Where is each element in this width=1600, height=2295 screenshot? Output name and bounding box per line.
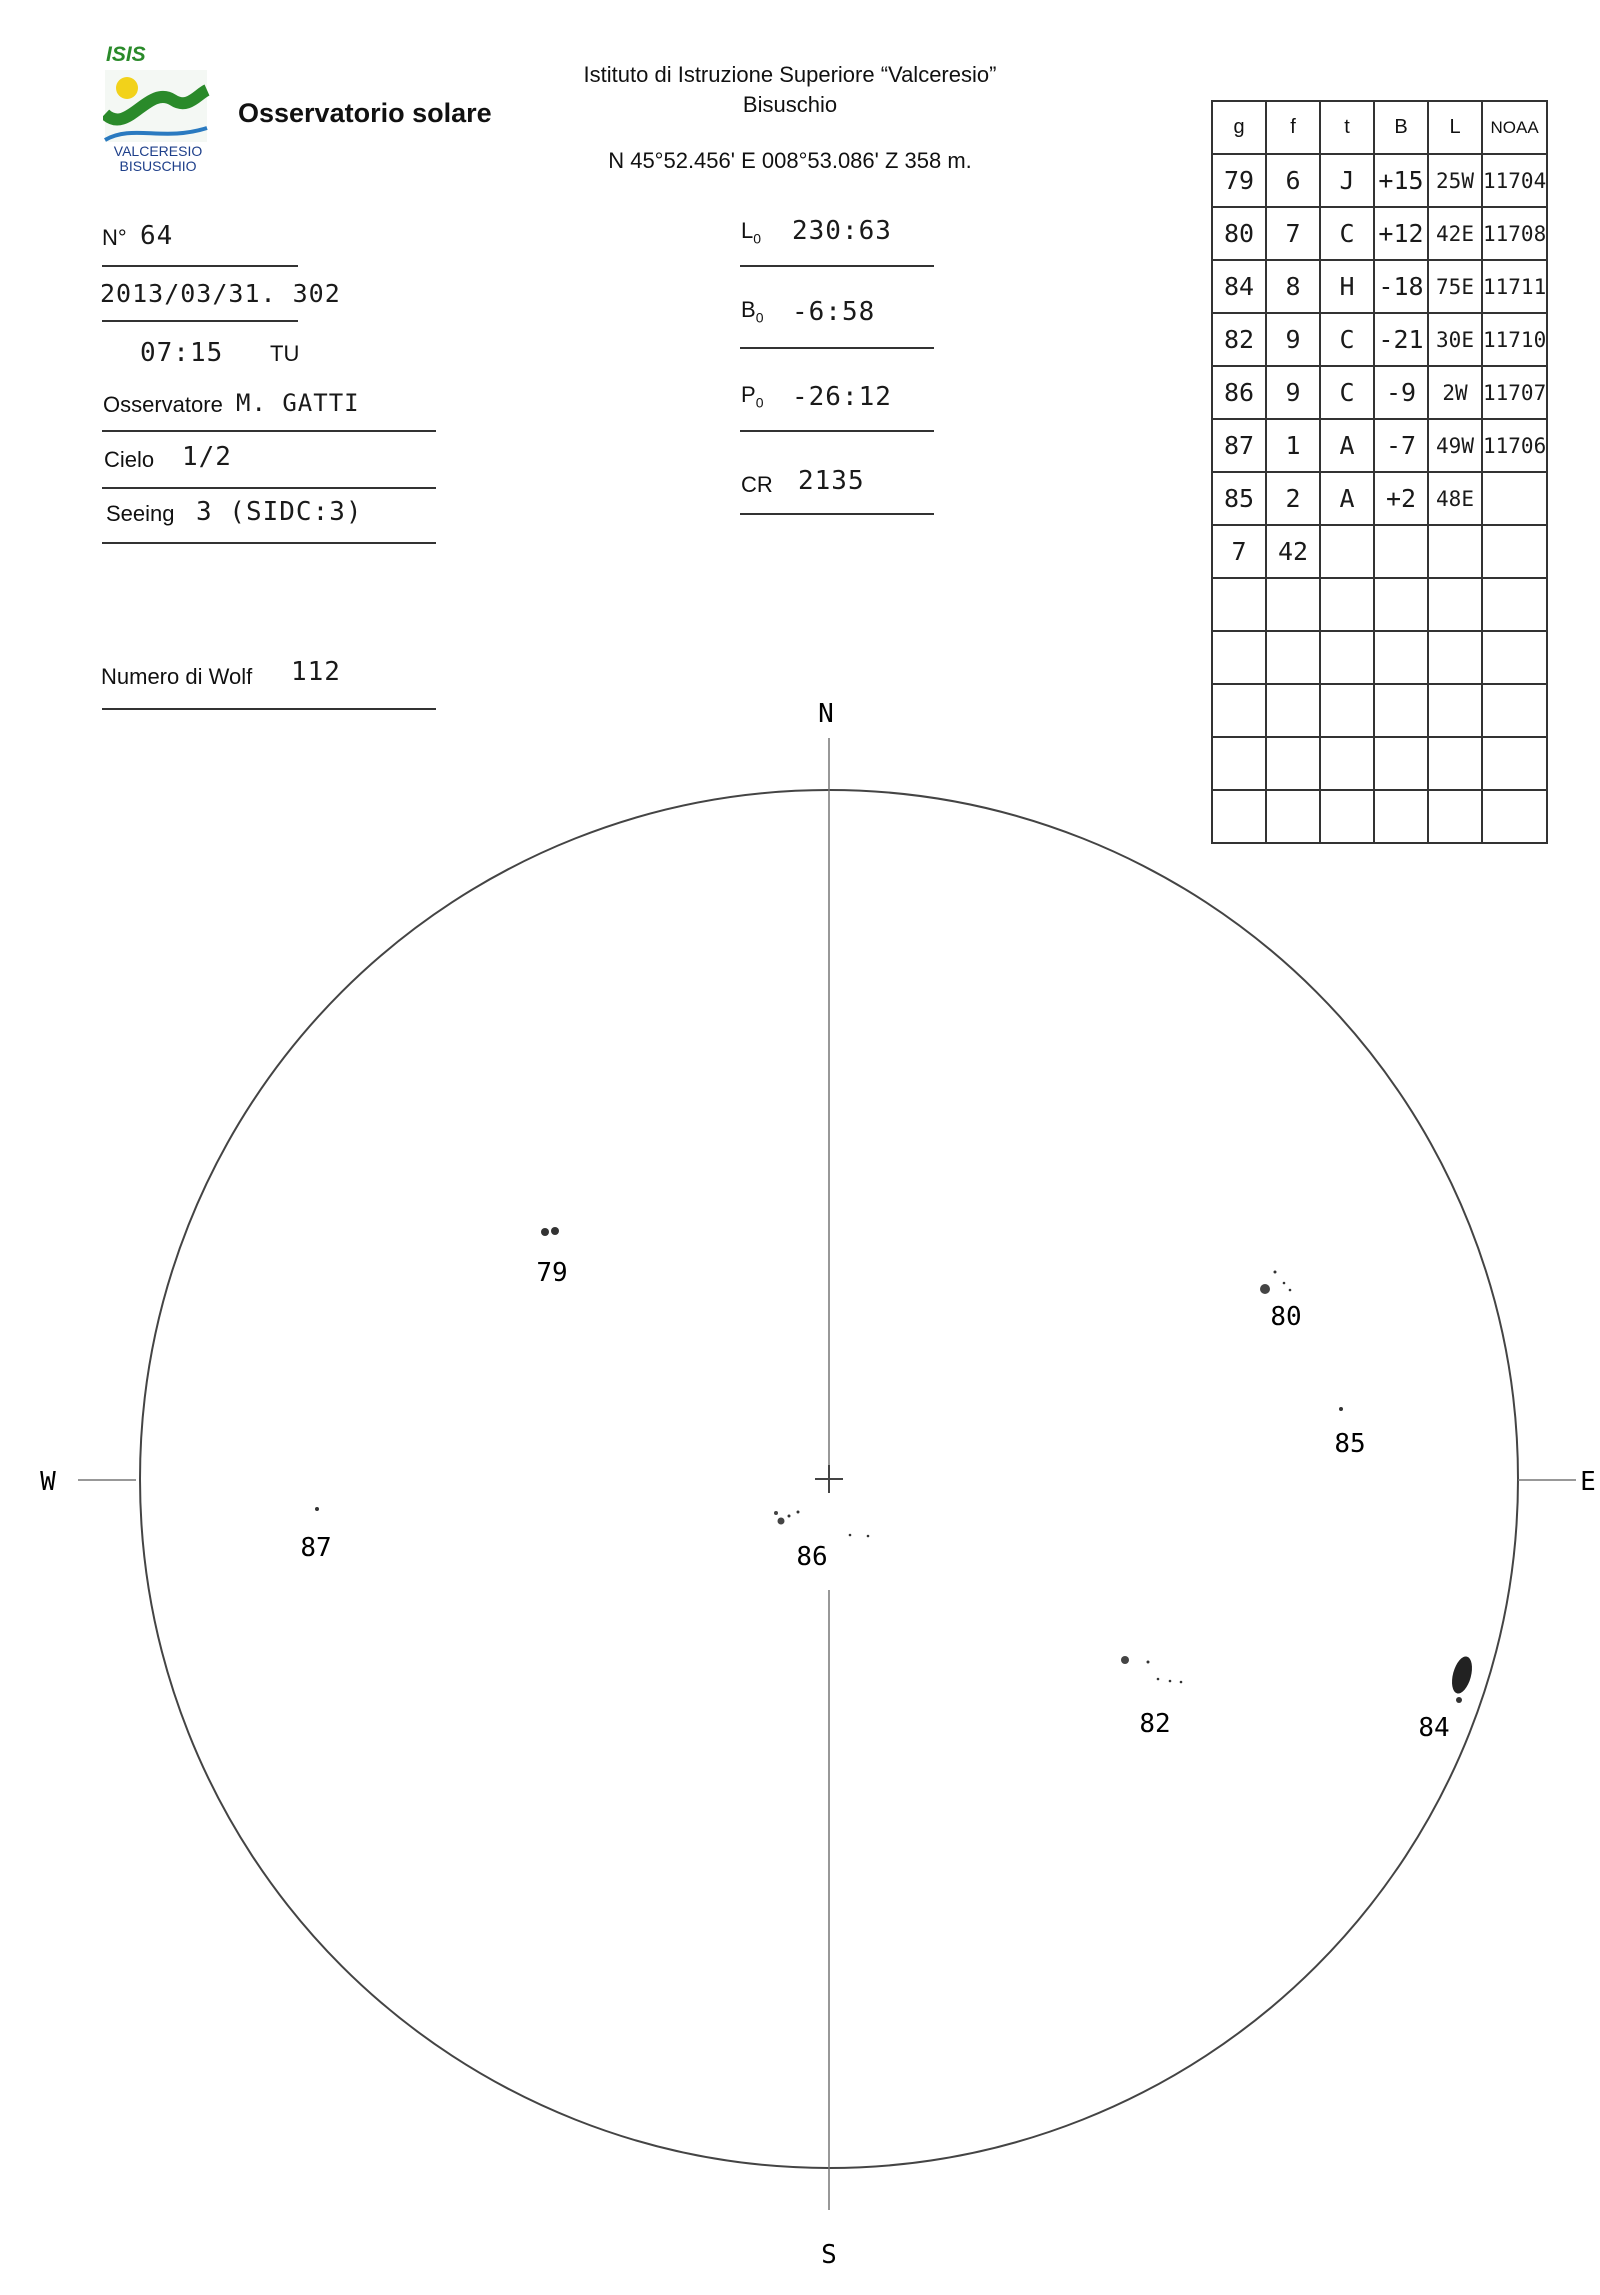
table-cell-b: +15 [1374,154,1428,207]
table-cell-g: 85 [1212,472,1266,525]
table-cell-t: J [1320,154,1374,207]
table-cell-f: 9 [1266,366,1320,419]
table-cell-noaa: 11704 [1482,154,1547,207]
table-cell-f: 2 [1266,472,1320,525]
b0-label: $B_0$ [741,297,764,326]
logo-caption-1: VALCERESIO [113,143,203,159]
site-coordinates: N 45°52.456' E 008°53.086' Z 358 m. [608,148,972,173]
north-label: N [818,699,834,729]
group-label-87: 87 [300,1533,332,1563]
number-label: N° [102,225,127,250]
table-cell-b: -7 [1374,419,1428,472]
institute-town: Bisuschio [742,92,838,117]
table-cell-noaa: 11708 [1482,207,1547,260]
table-cell-noaa: 11710 [1482,313,1547,366]
header-t: t [1320,101,1374,154]
header-g: g [1212,101,1266,154]
wolf-number-value: 112 [291,657,341,687]
table-cell-t: C [1320,313,1374,366]
logo-caption-2: BISUSCHIO [119,158,197,174]
table-cell-f: 6 [1266,154,1320,207]
table-cell-f: 1 [1266,419,1320,472]
table-cell-noaa: 11707 [1482,366,1547,419]
l0-value: 230:63 [792,216,892,246]
table-cell-noaa: 11711 [1482,260,1547,313]
west-label: W [40,1467,56,1497]
table-cell-g: 86 [1212,366,1266,419]
sunspot-group-80 [1260,1271,1291,1295]
table-cell-g: 82 [1212,313,1266,366]
table-cell-g: 79 [1212,154,1266,207]
observatory-title: Osservatorio solare [238,98,492,128]
group-label-85: 85 [1334,1429,1366,1459]
group-label-79: 79 [536,1258,568,1288]
table-cell-t: A [1320,472,1374,525]
b0-value: -6:58 [792,297,876,327]
time-unit: TU [270,341,300,366]
table-cell-f: 9 [1266,313,1320,366]
group-label-80: 80 [1270,1302,1302,1332]
table-cell-f: 8 [1266,260,1320,313]
sky-value: 1/2 [182,442,232,472]
header-l: L [1428,101,1482,154]
wolf-number-label: Numero di Wolf [101,664,253,689]
table-cell-l: 2W [1428,366,1482,419]
seeing-label: Seeing [106,501,175,526]
seeing-value: 3 (SIDC:3) [196,497,363,527]
sunspot-group-86 [774,1511,869,1538]
table-cell-g: 84 [1212,260,1266,313]
table-cell-t: C [1320,207,1374,260]
table-cell-b: +2 [1374,472,1428,525]
table-cell-g: 87 [1212,419,1266,472]
table-cell-l: 30E [1428,313,1482,366]
table-cell-l: 49W [1428,419,1482,472]
table-cell-l: 42E [1428,207,1482,260]
institute-name: Istituto di Istruzione Superiore “Valceresio” [583,62,997,87]
table-cell-l: 25W [1428,154,1482,207]
table-cell-t: C [1320,366,1374,419]
table-cell-l: 75E [1428,260,1482,313]
sunspot-group-79 [541,1227,559,1236]
table-cell-t: A [1320,419,1374,472]
p0-value: -26:12 [792,382,892,412]
table-cell-b: -9 [1374,366,1428,419]
table-cell-l: 48E [1428,472,1482,525]
sunspot-group-87 [315,1507,319,1511]
table-cell-b: +12 [1374,207,1428,260]
number-value: 64 [140,221,174,251]
cr-value: 2135 [798,466,865,496]
header-b: B [1374,101,1428,154]
east-label: E [1580,1467,1596,1497]
group-label-86: 86 [796,1542,828,1572]
table-cell-g: 80 [1212,207,1266,260]
group-label-84: 84 [1418,1713,1450,1743]
date-value: 2013/03/31. 302 [100,279,341,308]
header-f: f [1266,101,1320,154]
table-cell-b: -21 [1374,313,1428,366]
logo-top-text: ISIS [106,44,146,66]
header-noaa: NOAA [1482,101,1547,154]
time-value: 07:15 [140,338,224,368]
table-cell-f: 42 [1266,525,1320,578]
table-cell-b: -18 [1374,260,1428,313]
p0-label: $P_0$ [741,382,764,411]
table-cell-noaa: 11706 [1482,419,1547,472]
sky-label: Cielo [104,447,155,472]
sunspot-group-84 [1448,1654,1475,1703]
south-label: S [821,2240,837,2270]
sunspot-group-85 [1339,1407,1343,1411]
group-label-82: 82 [1139,1709,1171,1739]
table-cell-g: 7 [1212,525,1266,578]
observer-value: M. GATTI [236,389,360,417]
table-cell-f: 7 [1266,207,1320,260]
l0-label: $L_0$ [741,218,762,247]
table-cell-t: H [1320,260,1374,313]
sunspot-group-82 [1121,1656,1182,1683]
observer-label: Osservatore [103,392,223,417]
cr-label: CR [741,472,773,497]
